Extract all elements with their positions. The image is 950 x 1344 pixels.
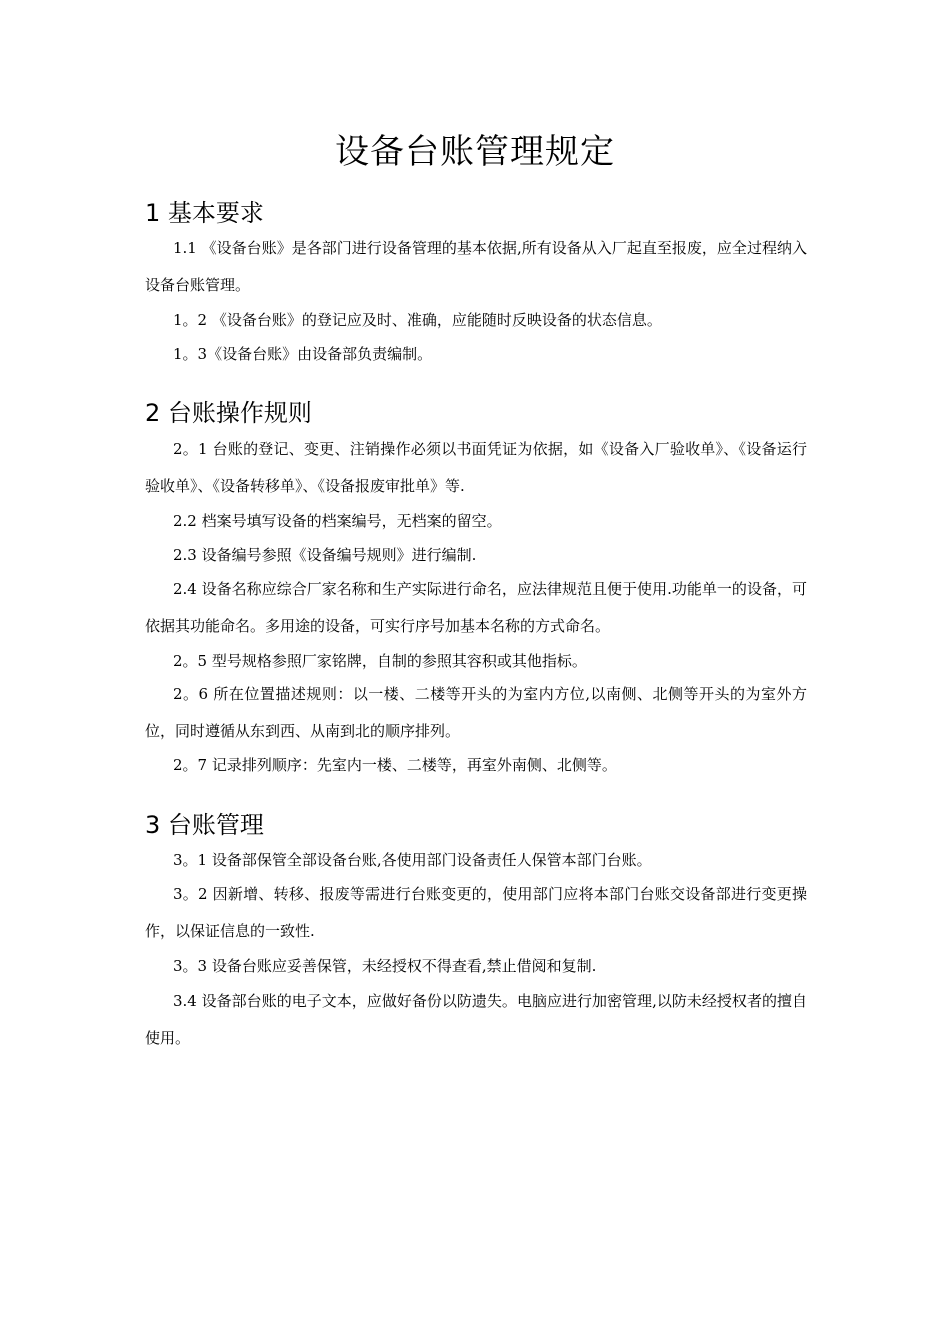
paragraph-2-4: 2.4 设备名称应综合厂家名称和生产实际进行命名，应法律规范且便于使用.功能单一的设备，可依据其功能命名。多用途的设备，可实行序号加基本名称的方式命名。 <box>145 580 807 635</box>
paragraph-2-6: 2。6 所在位置描述规则：以一楼、二楼等开头的为室内方位,以南侧、北侧等开头的为室外方位，同时遵循从东到西、从南到北的顺序排列。 <box>145 685 807 740</box>
paragraph-1-2: 1。2 《设备台账》的登记应及时、准确，应能随时反映设备的状态信息。 <box>173 311 662 329</box>
paragraph-2-1: 2。1 台账的登记、变更、注销操作必须以书面凭证为依据，如《设备入厂验收单》、《设备运行验收单》、《设备转移单》、《设备报废审批单》等. <box>145 440 807 495</box>
paragraph-3-1: 3。1 设备部保管全部设备台账,各使用部门设备责任人保管本部门台账。 <box>173 851 652 869</box>
paragraph-3-3: 3。3 设备台账应妥善保管，未经授权不得查看,禁止借阅和复制. <box>173 957 597 975</box>
paragraph-2-5: 2。5 型号规格参照厂家铭牌，自制的参照其容积或其他指标。 <box>173 652 587 670</box>
document-title: 设备台账管理规定 <box>335 132 615 172</box>
paragraph-3-4: 3.4 设备部台账的电子文本，应做好备份以防遗失。电脑应进行加密管理,以防未经授权者的擅自使用。 <box>145 992 807 1047</box>
paragraph-3-2: 3。2 因新增、转移、报废等需进行台账变更的，使用部门应将本部门台账交设备部进行变更操作，以保证信息的一致性. <box>145 885 807 940</box>
paragraph-2-7: 2。7 记录排列顺序：先室内一楼、二楼等，再室外南侧、北侧等。 <box>173 756 617 774</box>
paragraph-2-2: 2.2 档案号填写设备的档案编号，无档案的留空。 <box>173 512 502 530</box>
paragraph-1-1: 1.1 《设备台账》是各部门进行设备管理的基本依据,所有设备从入厂起直至报废，应全过程纳入设备台账管理。 <box>145 239 807 294</box>
section-heading-3: 3 台账管理 <box>145 811 264 839</box>
section-heading-1: 1 基本要求 <box>145 199 264 227</box>
paragraph-2-3: 2.3 设备编号参照《设备编号规则》进行编制. <box>173 546 477 564</box>
section-heading-2: 2 台账操作规则 <box>145 399 312 427</box>
paragraph-1-3: 1。3《设备台账》由设备部负责编制。 <box>173 345 433 363</box>
